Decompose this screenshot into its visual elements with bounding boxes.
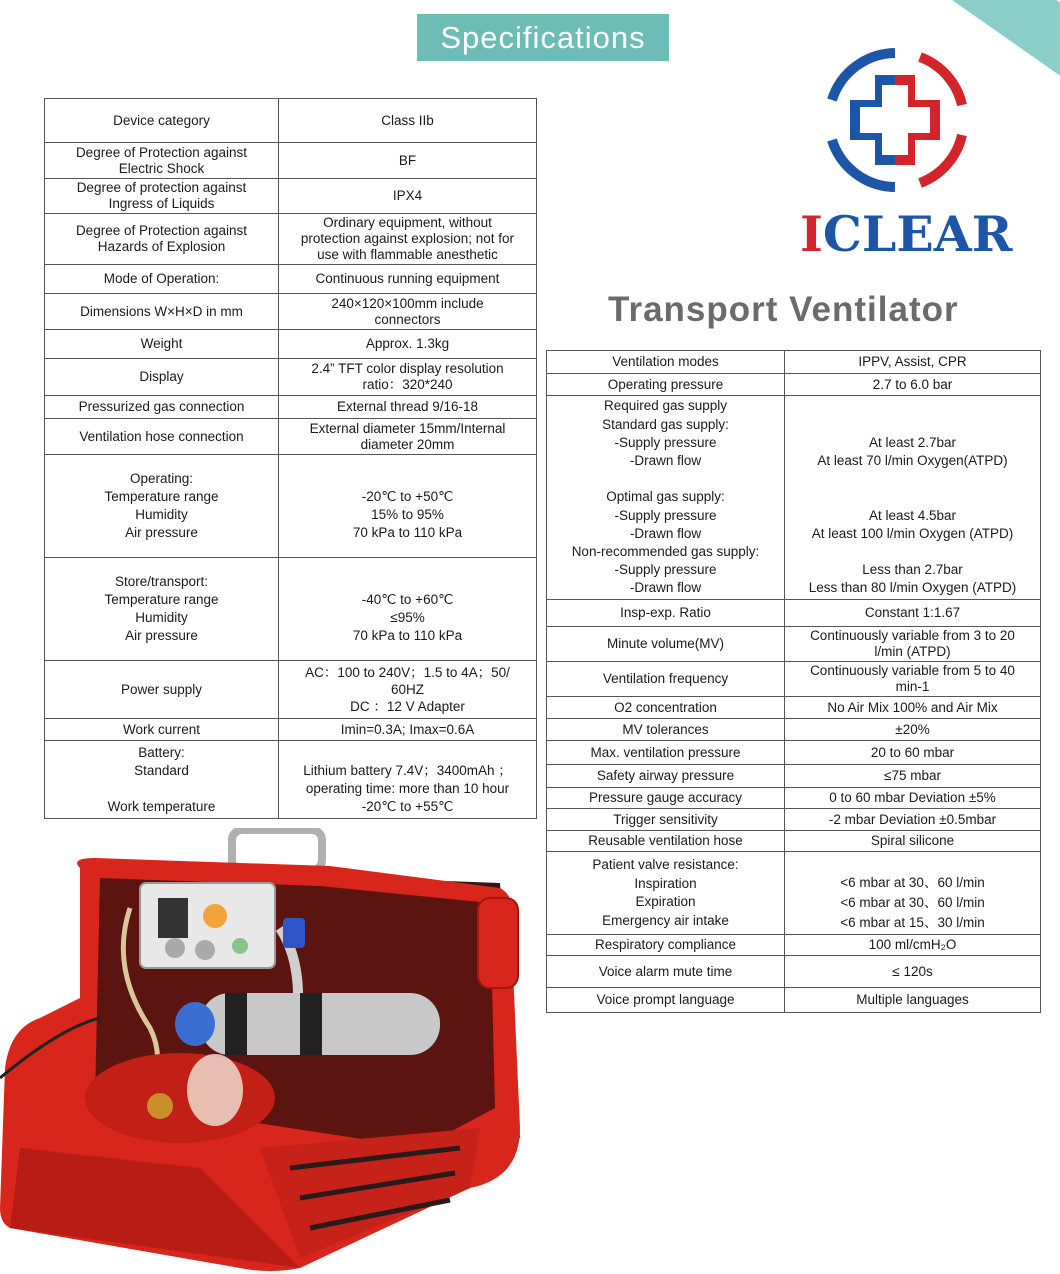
spec-label: Operating: Temperature range Humidity Air pressure	[45, 455, 279, 558]
spec-value: ≤75 mbar	[785, 765, 1041, 788]
spec-value: 2.4” TFT color display resolution ratio：320*240	[279, 359, 537, 396]
spec-label: Power supply	[45, 661, 279, 719]
spec-value: IPX4	[279, 179, 537, 214]
brand-name: ICLEAR	[800, 205, 1013, 263]
left-spec-table	[44, 98, 537, 819]
table-row	[45, 661, 537, 719]
spec-label: Ventilation frequency	[547, 662, 785, 697]
table-row	[45, 99, 537, 143]
spec-value: External diameter 15mm/Internal diameter 20mm	[279, 419, 537, 455]
table-row	[547, 988, 1041, 1013]
spec-value: No Air Mix 100% and Air Mix	[785, 697, 1041, 719]
table-row	[45, 214, 537, 265]
spec-value: IPPV, Assist, CPR	[785, 351, 1041, 374]
brand-logo	[800, 45, 1013, 263]
spec-value: Lithium battery 7.4V；3400mAh ； operating time: more than 10 hour -20℃ to +55℃	[279, 741, 537, 819]
spec-value: AC：100 to 240V；1.5 to 4A；50/ 60HZ DC ：12 V Adapter	[279, 661, 537, 719]
table-row	[45, 294, 537, 330]
table-row	[45, 143, 537, 179]
spec-value: Spiral silicone	[785, 831, 1041, 852]
spec-label: Patient valve resistance: Inspiration Expiration Emergency air intake	[547, 852, 785, 935]
spec-value: 0 to 60 mbar Deviation ±5%	[785, 788, 1041, 809]
spec-label: Ventilation modes	[547, 351, 785, 374]
spec-label: Trigger sensitivity	[547, 809, 785, 831]
spec-label: Battery: Standard Work temperature	[45, 741, 279, 819]
table-row	[45, 359, 537, 396]
table-row	[45, 330, 537, 359]
spec-value: <6 mbar at 30、60 l/min <6 mbar at 30、60 l/min <6 mbar at 15、30 l/min	[785, 852, 1041, 935]
spec-label: Pressurized gas connection	[45, 396, 279, 419]
table-row	[45, 396, 537, 419]
table-row	[45, 265, 537, 294]
spec-label: Operating pressure	[547, 374, 785, 396]
spec-value: ≤ 120s	[785, 956, 1041, 988]
spec-label: Respiratory compliance	[547, 935, 785, 956]
spec-value: Continuous running equipment	[279, 265, 537, 294]
spec-value: External thread 9/16-18	[279, 396, 537, 419]
spec-value: -20℃ to +50℃ 15% to 95% 70 kPa to 110 kPa	[279, 455, 537, 558]
spec-value: ±20%	[785, 719, 1041, 741]
table-row	[45, 419, 537, 455]
spec-label: MV tolerances	[547, 719, 785, 741]
medical-cross-icon	[820, 45, 970, 195]
table-row	[45, 741, 537, 819]
spec-label: Degree of Protection against Hazards of Explosion	[45, 214, 279, 265]
product-title: Transport Ventilator	[608, 290, 959, 329]
table-row	[45, 455, 537, 558]
spec-label: Insp-exp. Ratio	[547, 600, 785, 627]
spec-label: Work current	[45, 719, 279, 741]
spec-value: Multiple languages	[785, 988, 1041, 1013]
table-row	[45, 558, 537, 661]
table-row	[547, 788, 1041, 809]
table-row	[547, 956, 1041, 988]
spec-value: At least 2.7bar At least 70 l/min Oxygen(ATPD) At least 4.5bar At least 100 l/min Oxygen (ATPD) Less than 2.7bar Less than 80 l/min Oxygen (ATPD)	[785, 396, 1041, 600]
table-row	[547, 662, 1041, 697]
spec-value: Class IIb	[279, 99, 537, 143]
table-row	[547, 351, 1041, 374]
spec-value: 240×120×100mm include connectors	[279, 294, 537, 330]
right-spec-table	[546, 350, 1041, 1013]
spec-value: -2 mbar Deviation ±0.5mbar	[785, 809, 1041, 831]
table-row	[547, 852, 1041, 935]
table-row	[547, 741, 1041, 765]
table-row	[45, 179, 537, 214]
table-row	[547, 374, 1041, 396]
spec-value: -40℃ to +60℃ ≤95% 70 kPa to 110 kPa	[279, 558, 537, 661]
spec-label: Device category	[45, 99, 279, 143]
spec-label: Store/transport: Temperature range Humidity Air pressure	[45, 558, 279, 661]
spec-label: Pressure gauge accuracy	[547, 788, 785, 809]
table-row	[547, 697, 1041, 719]
table-row	[547, 396, 1041, 600]
spec-value: Approx. 1.3kg	[279, 330, 537, 359]
spec-label: Weight	[45, 330, 279, 359]
table-row	[45, 719, 537, 741]
spec-value: 20 to 60 mbar	[785, 741, 1041, 765]
spec-value: Imin=0.3A; Imax=0.6A	[279, 719, 537, 741]
spec-value: Continuously variable from 5 to 40 min-1	[785, 662, 1041, 697]
table-row	[547, 809, 1041, 831]
spec-label: Degree of Protection against Electric Shock	[45, 143, 279, 179]
ventilator-bag-illustration	[0, 828, 540, 1274]
spec-label: Voice prompt language	[547, 988, 785, 1013]
spec-value: Constant 1:1.67	[785, 600, 1041, 627]
table-row	[547, 935, 1041, 956]
spec-label: Degree of protection against Ingress of Liquids	[45, 179, 279, 214]
spec-label: Required gas supply Standard gas supply: -Supply pressure -Drawn flow Optimal gas supply: -Supply pressure -Drawn flow Non-recommended gas supply: -Supply pressure -Drawn flow	[547, 396, 785, 600]
table-row	[547, 765, 1041, 788]
table-row	[547, 627, 1041, 662]
spec-label: O2 concentration	[547, 697, 785, 719]
table-row	[547, 831, 1041, 852]
spec-label: Ventilation hose connection	[45, 419, 279, 455]
spec-value: 2.7 to 6.0 bar	[785, 374, 1041, 396]
table-row	[547, 600, 1041, 627]
specifications-banner: Specifications	[417, 14, 669, 61]
spec-value: BF	[279, 143, 537, 179]
spec-label: Dimensions W×H×D in mm	[45, 294, 279, 330]
spec-label: Safety airway pressure	[547, 765, 785, 788]
ventilator-bag-photo	[0, 828, 540, 1274]
spec-value: 100 ml/cmH₂O	[785, 935, 1041, 956]
spec-label: Voice alarm mute time	[547, 956, 785, 988]
spec-label: Max. ventilation pressure	[547, 741, 785, 765]
table-row	[547, 719, 1041, 741]
spec-label: Display	[45, 359, 279, 396]
spec-value: Ordinary equipment, without protection against explosion; not for use with flammable anesthetic	[279, 214, 537, 265]
spec-value: Continuously variable from 3 to 20 l/min (ATPD)	[785, 627, 1041, 662]
spec-label: Reusable ventilation hose	[547, 831, 785, 852]
spec-label: Mode of Operation:	[45, 265, 279, 294]
spec-label: Minute volume(MV)	[547, 627, 785, 662]
